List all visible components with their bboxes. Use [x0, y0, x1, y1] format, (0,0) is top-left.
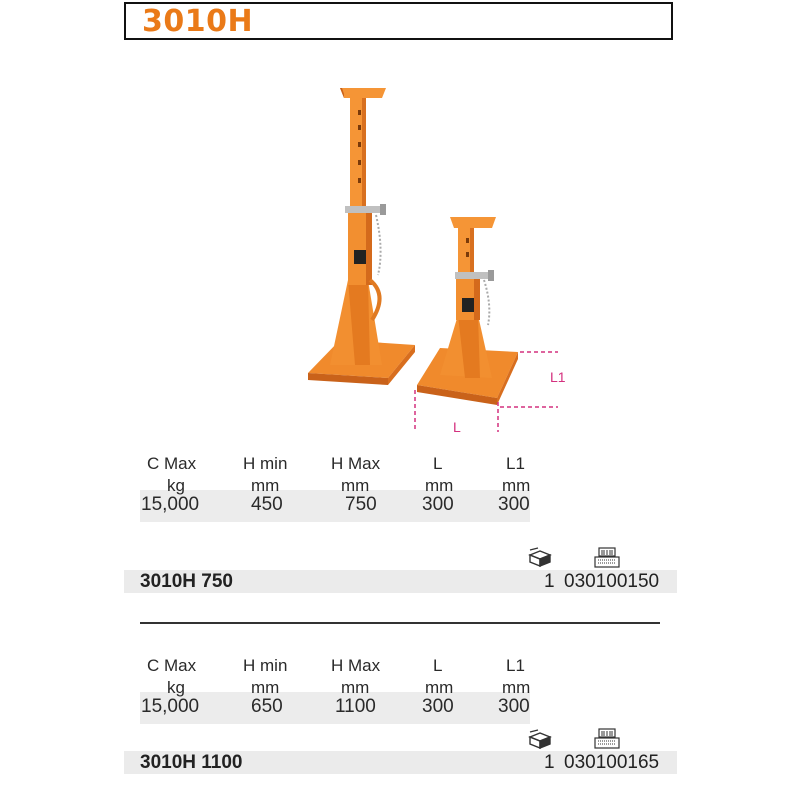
header-h-max-unit: mm [341, 476, 370, 495]
value-c-max: 15,000 [141, 494, 200, 515]
package-icon [528, 547, 552, 567]
header-l1-unit: mm [502, 678, 531, 697]
value-l1: 300 [498, 696, 530, 717]
value-h-min: 450 [251, 494, 283, 515]
header-l: L [433, 454, 443, 473]
header-l1: L1 [506, 454, 525, 473]
value-h-min: 650 [251, 696, 283, 717]
package-icon [528, 729, 552, 749]
value-h-max: 1100 [335, 696, 376, 717]
header-h-max: H Max [331, 656, 381, 675]
header-l-unit: mm [425, 476, 454, 495]
barcode-icon [594, 547, 620, 569]
header-c-max-unit: kg [167, 476, 185, 495]
value-c-max: 15,000 [141, 696, 200, 717]
header-h-min: H min [243, 454, 288, 473]
dim-label-l: L [453, 419, 461, 435]
short-stand [417, 217, 518, 405]
value-l: 300 [422, 696, 454, 717]
header-c-max: C Max [147, 656, 197, 675]
barcode-icon [594, 728, 620, 750]
header-c-max-unit: kg [167, 678, 185, 697]
header-h-min: H min [243, 656, 288, 675]
value-l: 300 [422, 494, 454, 515]
article-number: 030100165 [564, 752, 660, 773]
header-l-unit: mm [425, 678, 454, 697]
header-h-max: H Max [331, 454, 381, 473]
header-h-min-unit: mm [251, 678, 280, 697]
product-row[interactable] [124, 570, 677, 593]
title-box [124, 2, 673, 40]
quantity: 1 [544, 571, 555, 592]
value-l1: 300 [498, 494, 530, 515]
header-l1: L1 [506, 656, 525, 675]
header-l1-unit: mm [502, 476, 531, 495]
product-code: 3010H 750 [140, 571, 233, 592]
dim-label-l1: L1 [550, 369, 566, 385]
header-c-max: C Max [147, 454, 197, 473]
header-h-min-unit: mm [251, 476, 280, 495]
header-h-max-unit: mm [341, 678, 370, 697]
product-code: 3010H 1100 [140, 752, 243, 773]
header-l: L [433, 656, 443, 675]
tall-stand [308, 88, 415, 385]
value-h-max: 750 [345, 494, 377, 515]
product-row[interactable] [124, 751, 677, 774]
quantity: 1 [544, 752, 555, 773]
product-title: 3010H [142, 4, 254, 39]
separator-line [140, 622, 660, 624]
article-number: 030100150 [564, 571, 660, 592]
product-image [300, 80, 580, 435]
